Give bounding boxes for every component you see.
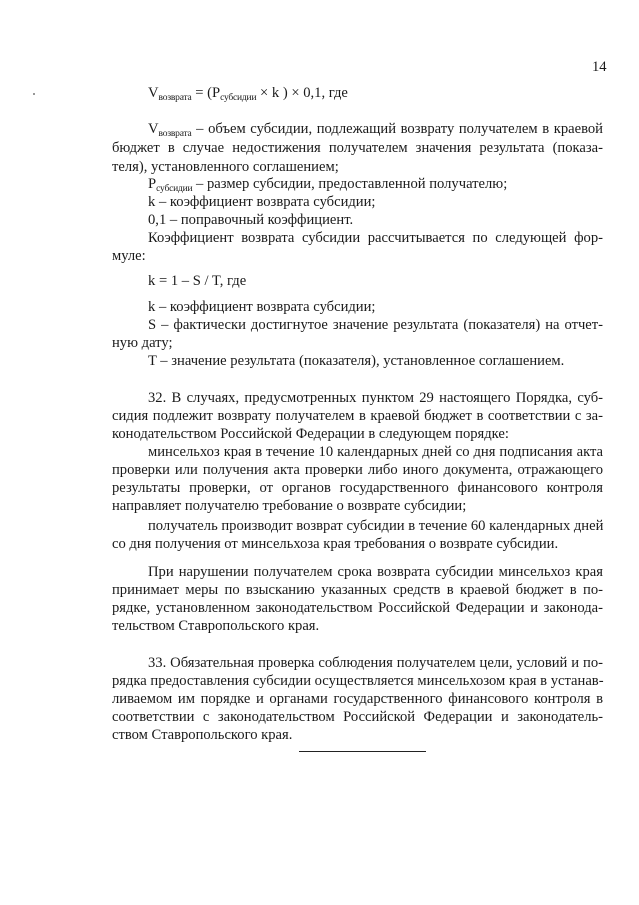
p33-line5: ством Ставропольского края. [112,727,293,743]
p33-line2: рядка предоставления субсидии осуществляется минсельхозом края в устанав- [112,673,604,689]
p32-line9: со дня получения от минсельхоза края требования о возврате субсидии. [112,536,559,552]
formula-v-subscript: возврата [158,93,192,103]
def-p-subscript: субсидии [156,184,193,194]
formula-v-symbol: V [148,85,159,101]
p32-line6: результаты проверки, от органов государственного финансового контроля [112,480,603,496]
p32-line5: проверки или получения акта проверки либо иного документа, отражающего [112,462,603,478]
def-s-line2: ную дату; [112,335,173,351]
formula-v-return [148,84,348,104]
coef-intro-line1: Коэффициент возврата субсидии рассчитывается по следующей фор- [148,230,603,246]
def-s-line1: S – фактически достигнутое значение результата (показателя) на отчет- [148,317,603,333]
page-number: 14 [592,59,607,75]
def-p-line [148,175,507,195]
p32-line11: принимает меры по взысканию указанных средств в краевой бюджет в по- [112,582,603,598]
def-01-line: 0,1 – поправочный коэффициент. [148,212,354,228]
def-k1-line: k – коэффициент возврата субсидии; [148,194,376,210]
p33-line1: 33. Обязательная проверка соблюдения получателем цели, условий и по- [148,655,603,671]
def-k2-line: k – коэффициент возврата субсидии; [148,299,376,315]
formula-k: k = 1 – S / T, где [148,273,247,289]
def-p-text: – размер субсидии, предоставленной получателю; [192,176,508,192]
p32-line2: сидия подлежит возврату получателем в краевой бюджет в соответствии с за- [112,408,603,424]
p32-line3: конодательством Российской Федерации в следующем порядке: [112,426,509,442]
scan-speck [33,93,35,95]
p33-line4: соответствии с законодательством Российской Федерации и законодатель- [112,709,603,725]
p33-line3: ливаемом им порядке и органами государственного финансового контроля в [112,691,603,707]
p32-line12: рядке, установленном законодательством Российской Федерации и законода- [112,600,603,616]
def-v-text: – объем субсидии, подлежащий возврату получателем в краевой [191,121,603,137]
p32-line8: получатель производит возврат субсидии в течение 60 календарных дней [148,518,604,534]
def-p-symbol: P [148,176,157,192]
def-t-line: T – значение результата (показателя), установленное соглашением. [148,353,565,369]
p32-line13: тельством Ставропольского края. [112,618,320,634]
closing-rule [299,751,426,752]
def-v-subscript: возврата [158,129,192,139]
formula-p-subscript: субсидии [220,93,257,103]
p32-line10: При нарушении получателем срока возврата субсидии минсельхоз края [148,564,603,580]
formula-eq: = (P [191,85,221,101]
def-v-line1 [148,120,603,140]
p32-line4: минсельхоз края в течение 10 календарных дней со дня подписания акта [148,444,603,460]
def-v-symbol: V [148,121,159,137]
def-v-line2: бюджет в случае недостижения получателем значения результата (показа- [112,140,603,156]
coef-intro-line2: муле: [112,248,146,264]
def-v-line3: теля), установленного соглашением; [112,159,339,175]
p32-line1: 32. В случаях, предусмотренных пунктом 29 настоящего Порядка, суб- [148,390,603,406]
p32-line7: направляет получателю требование о возврате субсидии; [112,498,467,514]
formula-rest: × k ) × 0,1, где [256,85,348,101]
